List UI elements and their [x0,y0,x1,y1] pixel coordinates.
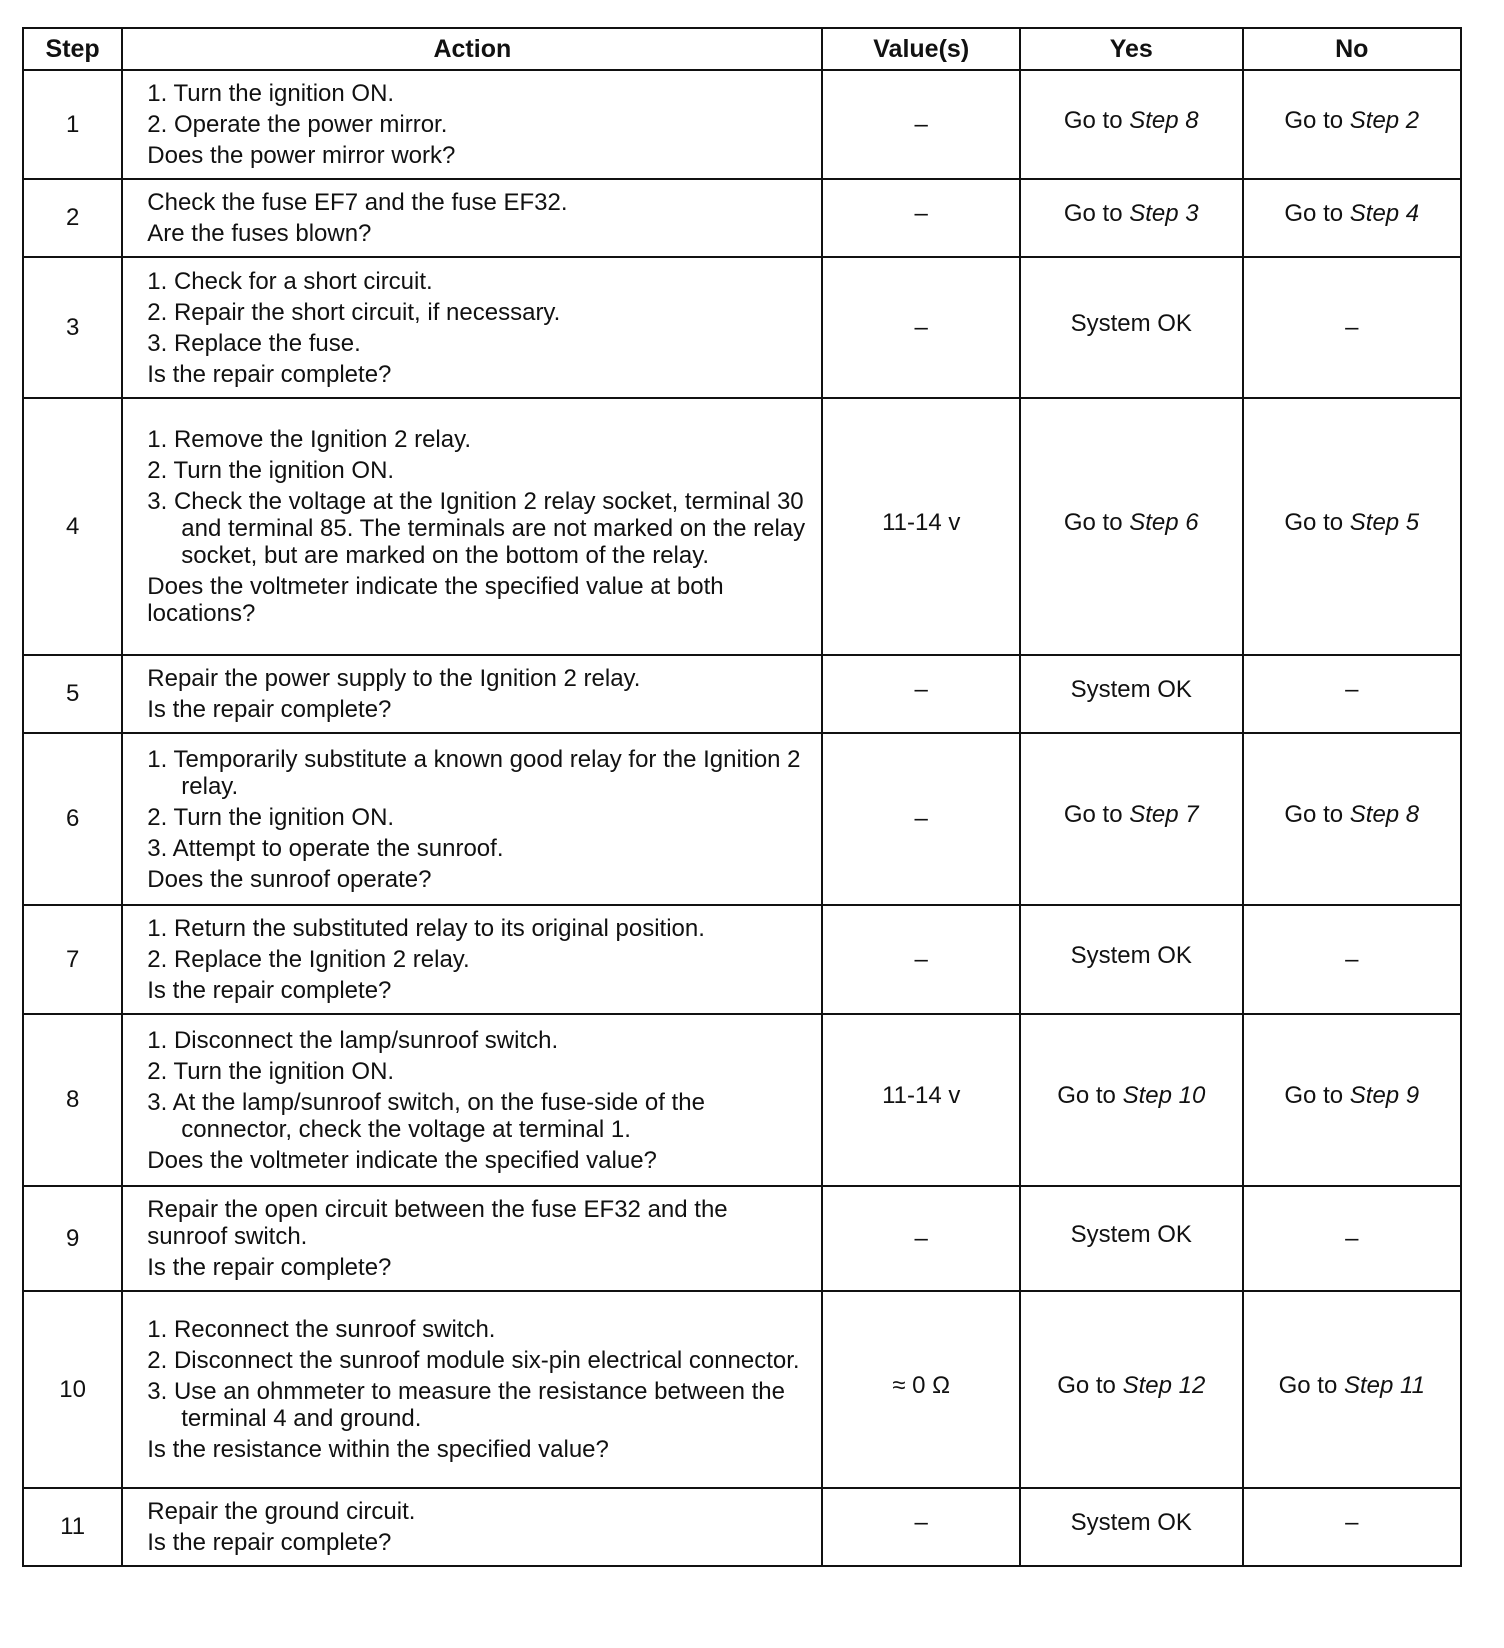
no-cell [1243,70,1461,179]
action-cell [122,70,822,179]
no-step-link: Step 2 [1349,106,1420,134]
action-line: 1. Remove the Ignition 2 relay. [147,426,471,453]
action-line: 3. Replace the fuse. [147,329,361,357]
action-cell [122,257,822,398]
header-no: No [1243,28,1461,70]
yes-step-link: Step 8 [1129,106,1199,134]
no-cell: – [1243,1488,1461,1566]
step-number: 10 [23,1291,122,1488]
header-yes: Yes [1020,28,1243,70]
table-row [23,257,1461,398]
action-line: 3. Use an ohmmeter to measure the resistance between the terminal 4 and ground. [147,1378,785,1432]
yes-step-link: Step 7 [1129,801,1199,828]
action-line: Is the repair complete? [147,977,392,1004]
step-number: 5 [23,655,122,733]
action-cell [122,398,822,655]
header-row [23,28,1461,70]
action-cell [122,1186,822,1291]
action-line: Repair the open circuit between the fuse EF32 and the sunroof switch. [147,1196,728,1250]
action-cell [122,733,822,905]
yes-cell [1020,179,1243,257]
action-line: 3. Check the voltage at the Ignition 2 relay socket, terminal 30 and terminal 85. The terminals are not marked on the relay socket, but are marked on the bottom of the relay. [147,488,806,569]
value-cell: – [822,179,1020,257]
action-line: Repair the power supply to the Ignition 2 relay. [147,665,641,692]
action-cell [122,905,822,1014]
yes-prefix: Go to [1063,801,1130,828]
no-cell [1243,1014,1461,1186]
action-line: 2. Disconnect the sunroof module six-pin electrical connector. [147,1347,800,1374]
yes-step-link: Step 10 [1122,1082,1206,1109]
no-cell [1243,1291,1461,1488]
action-line: Check the fuse EF7 and the fuse EF32. [147,189,568,216]
action-line: Are the fuses blown? [147,220,372,247]
table-row [23,1014,1461,1186]
no-prefix: Go to [1284,106,1350,134]
yes-cell [1020,733,1243,905]
action-line: 1. Return the substituted relay to its original position. [147,915,705,942]
yes-step-link: Step 6 [1129,508,1199,536]
yes-cell: System OK [1020,1186,1243,1291]
table-row [23,398,1461,655]
action-line: Is the repair complete? [147,696,392,723]
value-cell: 11-14 v [822,398,1020,655]
step-number: 6 [23,733,122,905]
action-line: 1. Turn the ignition ON. [147,80,395,107]
action-line: 2. Replace the Ignition 2 relay. [147,946,470,973]
no-step-link: Step 11 [1343,1371,1425,1399]
step-number: 8 [23,1014,122,1186]
no-cell: – [1243,905,1461,1014]
header-step: Step [23,28,122,70]
value-cell: – [822,1488,1020,1566]
yes-prefix: Go to [1063,106,1130,134]
action-line: Does the voltmeter indicate the specified value? [147,1146,657,1174]
action-line: 2. Turn the ignition ON. [147,1057,395,1085]
step-number: 4 [23,398,122,655]
action-line: 1. Reconnect the sunroof switch. [147,1316,496,1343]
yes-cell: System OK [1020,655,1243,733]
action-line: Does the sunroof operate? [147,865,432,893]
action-cell [122,655,822,733]
yes-prefix: Go to [1057,1082,1123,1109]
step-number: 1 [23,70,122,179]
yes-prefix: Go to [1057,1371,1123,1399]
action-line: 1. Disconnect the lamp/sunroof switch. [147,1026,559,1054]
no-cell: – [1243,257,1461,398]
table-row [23,179,1461,257]
no-cell [1243,179,1461,257]
step-number: 3 [23,257,122,398]
action-cell [122,1488,822,1566]
header-values: Value(s) [822,28,1020,70]
step-number: 2 [23,179,122,257]
action-line: 2. Turn the ignition ON. [147,803,395,831]
action-line: 2. Turn the ignition ON. [147,457,395,484]
yes-cell [1020,70,1243,179]
no-prefix: Go to [1284,200,1350,227]
action-line: 3. Attempt to operate the sunroof. [147,834,504,862]
action-line: Does the voltmeter indicate the specified value at both locations? [147,573,724,627]
yes-cell: System OK [1020,257,1243,398]
step-number: 7 [23,905,122,1014]
action-line: Is the resistance within the specified value? [147,1436,609,1463]
yes-cell: System OK [1020,905,1243,1014]
yes-cell [1020,1014,1243,1186]
step-number: 9 [23,1186,122,1291]
no-cell: – [1243,1186,1461,1291]
no-prefix: Go to [1284,508,1350,536]
header-action: Action [122,28,822,70]
table-row [23,1291,1461,1488]
action-line: 2. Operate the power mirror. [147,111,448,138]
yes-prefix: Go to [1063,200,1130,227]
step-number: 11 [23,1488,122,1566]
no-step-link: Step 5 [1349,508,1420,536]
yes-prefix: Go to [1063,508,1130,536]
value-cell: – [822,257,1020,398]
action-line: Is the repair complete? [147,1254,392,1281]
yes-cell: System OK [1020,1488,1243,1566]
yes-cell [1020,1291,1243,1488]
value-cell: 11-14 v [822,1014,1020,1186]
action-cell [122,1291,822,1488]
no-prefix: Go to [1284,1082,1350,1109]
action-line: Repair the ground circuit. [147,1498,416,1525]
table-row [23,70,1461,179]
table-row [23,733,1461,905]
action-cell [122,179,822,257]
table-row [23,1186,1461,1291]
value-cell: – [822,905,1020,1014]
action-line: Is the repair complete? [147,1529,392,1556]
table-row [23,1488,1461,1566]
yes-step-link: Step 12 [1122,1371,1206,1399]
yes-cell [1020,398,1243,655]
action-line: 2. Repair the short circuit, if necessary. [147,298,561,326]
action-line: 3. At the lamp/sunroof switch, on the fuse-side of the connector, check the voltage at terminal 1. [147,1088,705,1143]
no-cell [1243,398,1461,655]
action-cell [122,1014,822,1186]
no-step-link: Step 4 [1349,200,1420,227]
action-line: Does the power mirror work? [147,142,456,169]
value-cell: ≈ 0 Ω [822,1291,1020,1488]
no-prefix: Go to [1284,801,1350,828]
value-cell: – [822,1186,1020,1291]
yes-step-link: Step 3 [1129,200,1199,227]
no-cell [1243,733,1461,905]
value-cell: – [822,733,1020,905]
table-row [23,905,1461,1014]
diagnostic-table [22,27,1462,1567]
table-row [23,655,1461,733]
no-prefix: Go to [1278,1371,1344,1399]
value-cell: – [822,655,1020,733]
action-line: 1. Check for a short circuit. [147,267,433,295]
no-step-link: Step 9 [1349,1082,1420,1109]
value-cell: – [822,70,1020,179]
action-line: Is the repair complete? [147,360,392,388]
no-cell: – [1243,655,1461,733]
no-step-link: Step 8 [1349,801,1420,828]
action-line: 1. Temporarily substitute a known good relay for the Ignition 2 relay. [147,745,801,800]
